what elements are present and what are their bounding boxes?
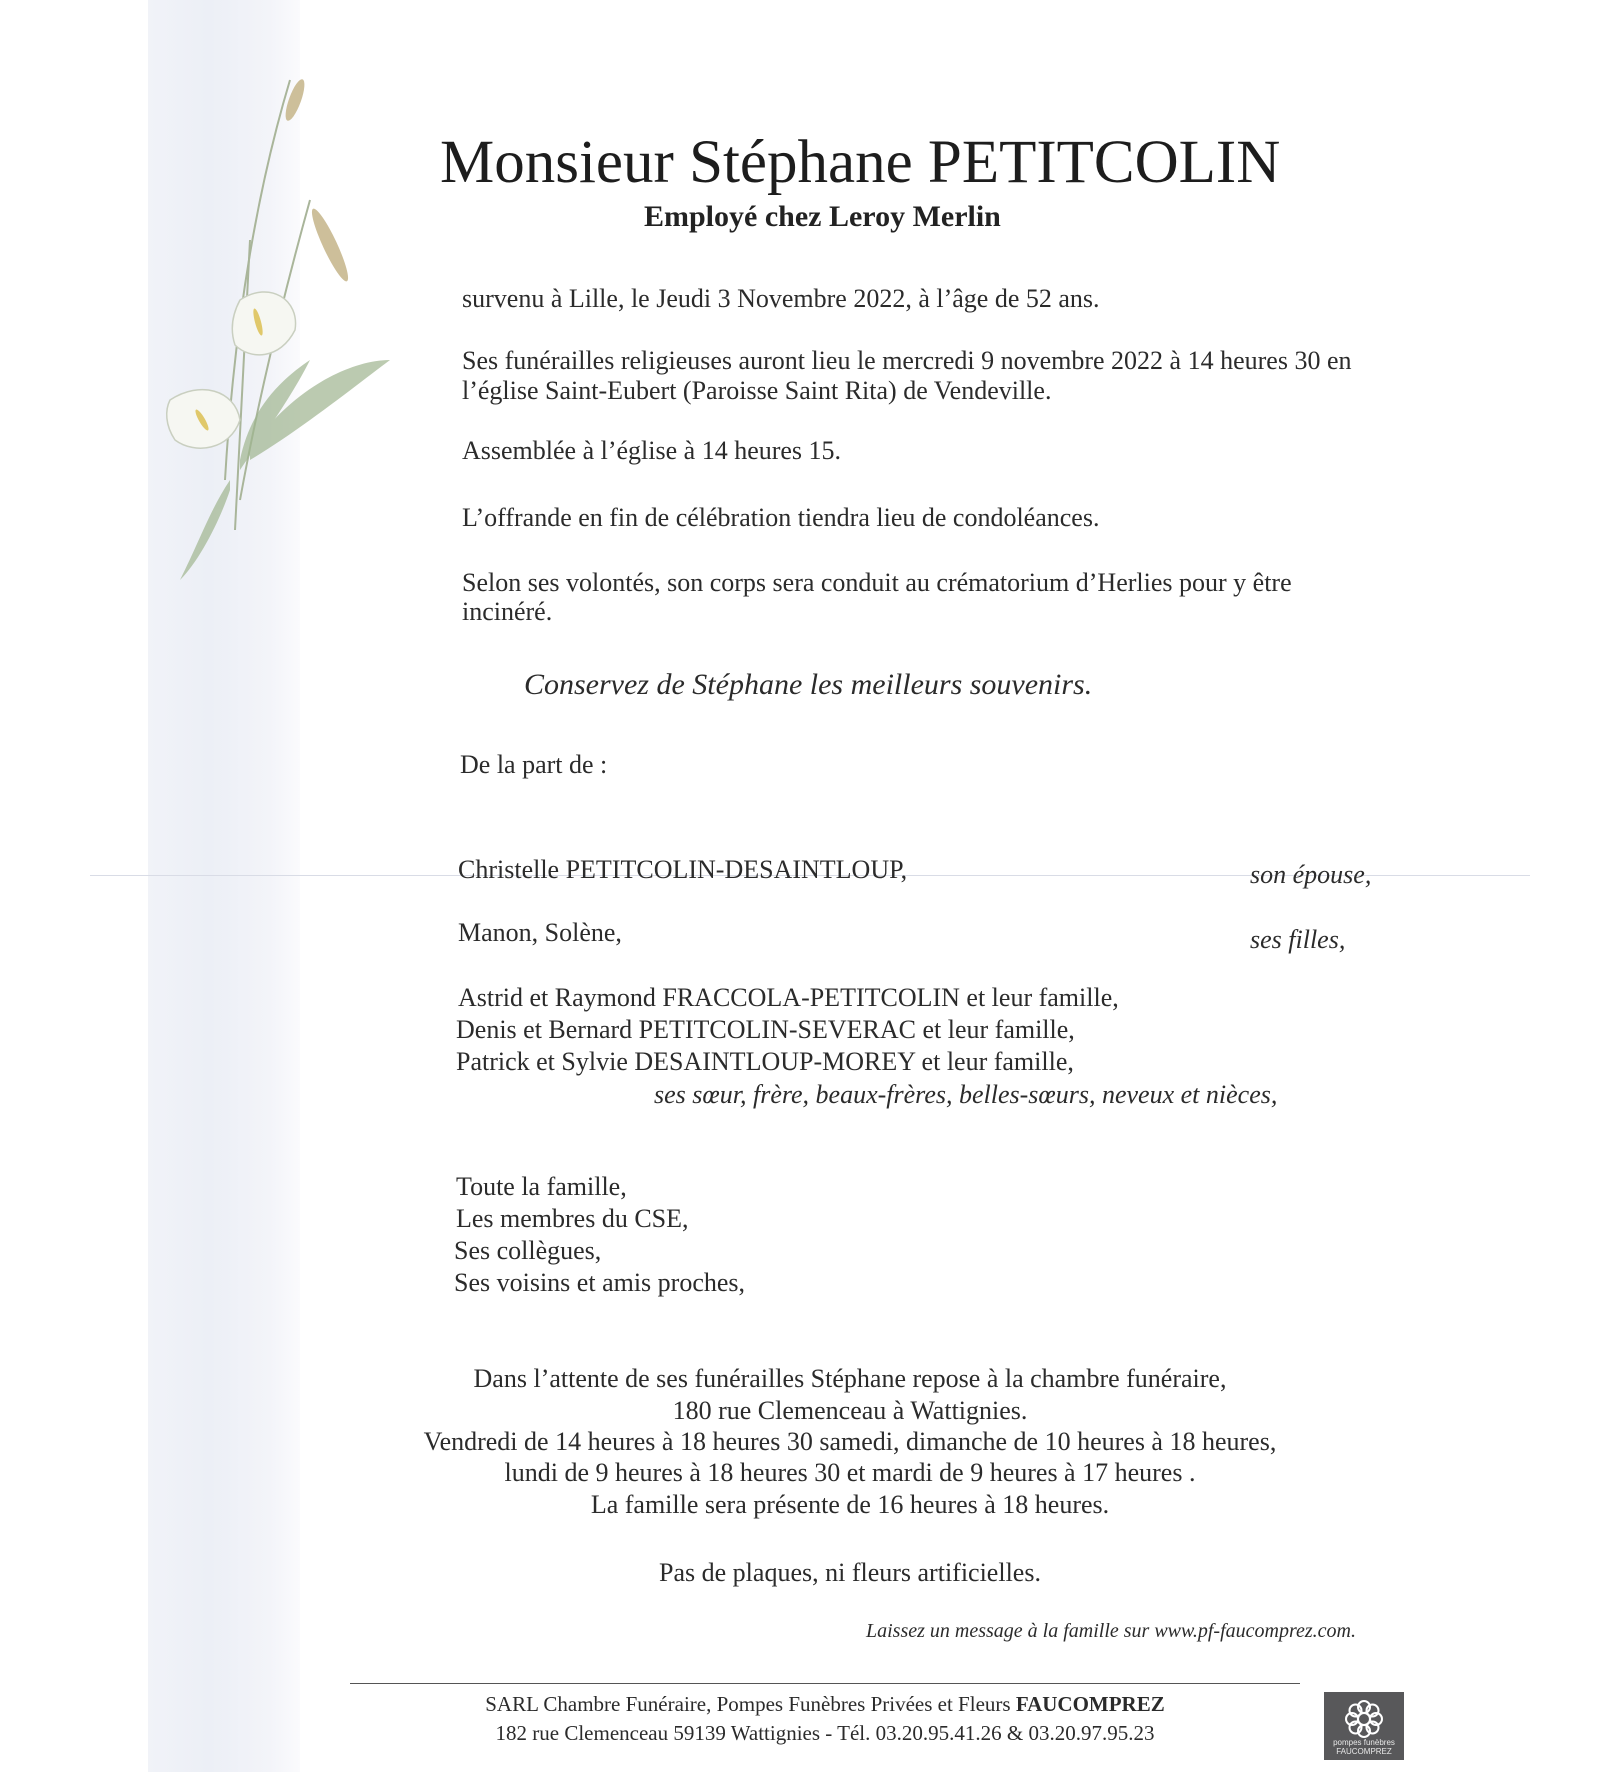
online-message-note: Laissez un message à la famille sur www.pf-faucomprez.com. [866, 1620, 1356, 1642]
footer-company-name: FAUCOMPREZ [1015, 1692, 1165, 1716]
other-relatives-line: Toute la famille, [456, 1172, 627, 1201]
sibling-line: Patrick et Sylvie DESAINTLOUP-MOREY et leur famille, [456, 1047, 1074, 1076]
remembrance-quote: Conservez de Stéphane les meilleurs souvenirs. [524, 668, 1093, 701]
visitation-line: 180 rue Clemenceau à Wattignies. [672, 1396, 1028, 1425]
other-relatives-line: Les membres du CSE, [456, 1204, 689, 1233]
spouse-name: Christelle PETITCOLIN-DESAINTLOUP, [458, 855, 908, 884]
sibling-line: Astrid et Raymond FRACCOLA-PETITCOLIN et leur famille, [458, 983, 1119, 1012]
offering-info: L’offrande en fin de célébration tiendra lieu de condoléances. [462, 503, 1100, 532]
cremation-info-line-2: incinéré. [462, 597, 553, 626]
funeral-info-line-1: Ses funérailles religieuses auront lieu le mercredi 9 novembre 2022 à 14 heures 30 en [462, 346, 1352, 375]
cremation-info-line-1: Selon ses volontés, son corps sera conduit au crématorium d’Herlies pour y être [462, 568, 1292, 597]
footer-company-prefix: SARL Chambre Funéraire, Pompes Funèbres Privées et Fleurs [485, 1692, 1016, 1716]
calla-lily-wheat-illustration [140, 60, 420, 600]
other-relatives-line: Ses voisins et amis proches, [454, 1268, 746, 1297]
no-flowers-notice: Pas de plaques, ni fleurs artificielles. [659, 1558, 1041, 1587]
spouse-relation: son épouse, [1250, 860, 1372, 889]
death-notice-line: survenu à Lille, le Jeudi 3 Novembre 2022, à l’âge de 52 ans. [462, 284, 1100, 313]
sibling-line: Denis et Bernard PETITCOLIN-SEVERAC et leur famille, [456, 1015, 1075, 1044]
daughters-relation: ses filles, [1250, 925, 1346, 954]
faucomprez-logo [1324, 1692, 1404, 1760]
visitation-line: Vendredi de 14 heures à 18 heures 30 samedi, dimanche de 10 heures à 18 heures, [423, 1427, 1277, 1456]
assembly-info: Assemblée à l’église à 14 heures 15. [462, 436, 842, 465]
visitation-line: Dans l’attente de ses funérailles Stéphane repose à la chambre funéraire, [473, 1364, 1227, 1393]
siblings-relation: ses sœur, frère, beaux-frères, belles-sœurs, neveux et nièces, [654, 1080, 1278, 1109]
from-label: De la part de : [460, 750, 608, 779]
funeral-info-line-2: l’église Saint-Eubert (Paroisse Saint Rita) de Vendeville. [462, 376, 1052, 405]
logo-caption [1324, 1738, 1404, 1756]
visitation-line: La famille sera présente de 16 heures à 18 heures. [590, 1490, 1110, 1519]
logo-caption-line-1: pompes funèbres [1333, 1738, 1395, 1747]
deceased-occupation: Employé chez Leroy Merlin [644, 200, 1001, 233]
deceased-name-title: Monsieur Stéphane PETITCOLIN [440, 129, 1281, 196]
footer-divider [350, 1683, 1300, 1684]
daughters-names: Manon, Solène, [458, 918, 622, 947]
footer-address: 182 rue Clemenceau 59139 Wattignies - Tél. 03.20.95.41.26 & 03.20.97.95.23 [495, 1721, 1155, 1745]
visitation-line: lundi de 9 heures à 18 heures 30 et mardi de 9 heures à 17 heures . [504, 1458, 1196, 1487]
other-relatives-line: Ses collègues, [454, 1236, 602, 1265]
footer-company [350, 1692, 1300, 1717]
logo-caption-line-2: FAUCOMPREZ [1336, 1747, 1392, 1756]
floral-rosette-icon [1341, 1696, 1387, 1742]
